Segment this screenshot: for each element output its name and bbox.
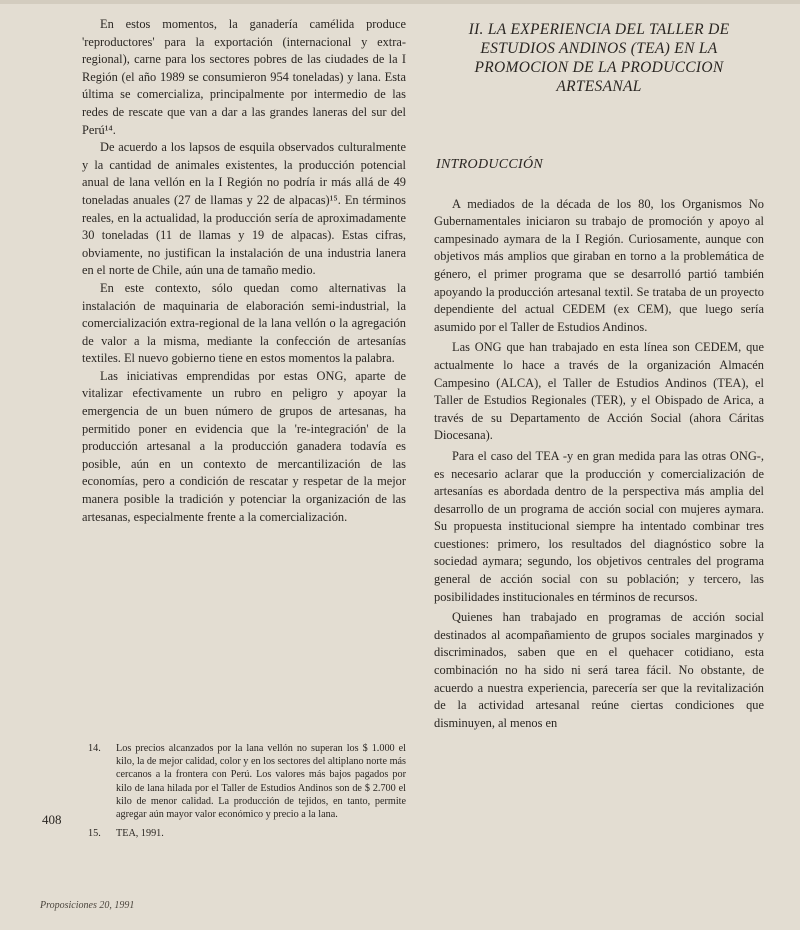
footnotes	[82, 742, 406, 846]
right-paragraph-3: Para el caso del TEA -y en gran medida para las otras ONG-, es necesario aclarar que la producción y comercialización de artesanías es abordada dentro de la perspectiva más amplia del desarrollo de un programa de acción social con mujeres aymara. Su propuesta institucional siempre ha intentado combinar tres cuestiones: primero, los resultados del diagnóstico sobre la sociedad aymara; segundo, los objetivos centrales del programa general de acción social con su población; y tercero, las posibilidades institucionales en términos de recursos.	[434, 448, 764, 604]
section-title-line: ESTUDIOS ANDINOS (TEA) EN LA	[480, 40, 718, 57]
right-paragraph-4: Quienes han trabajado en programas de acción social destinados al acompañamiento de grupos sociales marginados y discriminados, saben que en el quehacer cotidiano, esta combinación no ha sido ni será tarea fácil. No obstante, de acuerdo a nuestra experiencia, parecería ser que la revitalización de la actividad artesanal reúne ciertas condiciones que disminuyen, al menos en	[434, 610, 764, 730]
right-paragraph-1: A mediados de la década de los 80, los Organismos No Gubernamentales iniciaron su trabajo de promoción y apoyo al campesinado aymara de la I Región. Curiosamente, aunque con objetivos más amplios que giraban en torno a la problemática de género, el primer programa que se desarrolló partió también apoyando la producción artesanal textil. Se trataba de un proyecto dependiente del actual CEDEM (ex CEM), que luego sería asumido por el Taller de Estudios Andinos.	[434, 196, 764, 334]
footnote-number: 15.	[88, 828, 101, 840]
page-edge-shadow	[0, 0, 800, 4]
running-footer: Proposiciones 20, 1991	[40, 900, 135, 911]
section-title-line: II. LA EXPERIENCIA DEL TALLER DE	[468, 21, 730, 38]
footnote-14	[82, 742, 406, 821]
section-title-line: PROMOCION DE LA PRODUCCION	[474, 59, 724, 76]
left-column	[82, 16, 406, 526]
footnote-number: 14.	[88, 743, 101, 754]
subheading: INTRODUCCIÓN	[436, 157, 544, 172]
left-paragraph-4: Las iniciativas emprendidas por estas ONG, aparte de vitalizar efectivamente un rubro en peligro y apoyar la emergencia de un buen número de grupos de artesanas, ha permitido poner en evidencia que la 're-integración' de la producción artesanal a la producción ganadera todavía es posible, aún en un contexto de mercantilización de las economías, pero a condición de rescatar y respetar de la mejor manera posible la tradición y potenciar la organización de las artesanas, especialmente frente a la comercialización.	[82, 368, 406, 524]
footnote-text: Los precios alcanzados por la lana vellón no superan los $ 1.000 el kilo, la de mejor calidad, color y en los sectores del altiplano norte más cercanos a la frontera con Perú. Los valores más bajos pagados por kilo de lana hilada por el Taller de Estudios Andinos son de $ 2.700 el kilo de menor calidad. La producción de tejidos, en tanto, permite agregar aún mayor valor económico y precio a la lana.	[116, 743, 406, 821]
section-title-line: ARTESANAL	[556, 78, 642, 95]
section-title	[434, 20, 764, 96]
right-paragraph-2: Las ONG que han trabajado en esta línea son CEDEM, que actualmente lo hace a través de la organización Almacén Campesino (ALCA), el Taller de Estudios Andinos (TEA), el Taller de Estudios Regionales (TER), y el Obispado de Arica, a través de su Departamento de Acción Social (ahora Cáritas Diocesana).	[434, 340, 764, 443]
page-number: 408	[42, 812, 62, 827]
footnote-15	[82, 827, 406, 840]
left-paragraph-3: En este contexto, sólo quedan como alternativas la instalación de maquinaria de elaboración semi-industrial, la comercialización extra-regional de la lana vellón o la agregación de valor a la misma, mediante la confección de artesanías textiles. El nuevo gobierno tiene en estos momentos la palabra.	[82, 280, 406, 366]
right-column	[434, 20, 764, 732]
left-paragraph-2: De acuerdo a los lapsos de esquila observados culturalmente y la cantidad de animales existentes, la producción potencial anual de lana vellón en la I Región no podría ir más allá de 49 toneladas anuales (27 de llamas y 22 de alpacas)¹⁵. En términos reales, en la actualidad, la producción sería de aproximadamente 30 toneladas (11 de llamas y 19 de alpacas). Estas cifras, obviamente, no justifican la instalación de una industria lanera en el norte de Chile, aún una de tamaño medio.	[82, 140, 406, 278]
left-paragraph-1: En estos momentos, la ganadería camélida produce 'reproductores' para la exportación (internacional y extra-regional), carne para los sectores pobres de las ciudades de la I Región (el año 1989 se consumieron 954 toneladas) y lana. Esta última se comercializa, principalmente por intermedio de las redes de rescate que van a dar a las grandes laneras del sur del Perú¹⁴.	[82, 17, 406, 137]
footnote-text: TEA, 1991.	[116, 828, 164, 840]
